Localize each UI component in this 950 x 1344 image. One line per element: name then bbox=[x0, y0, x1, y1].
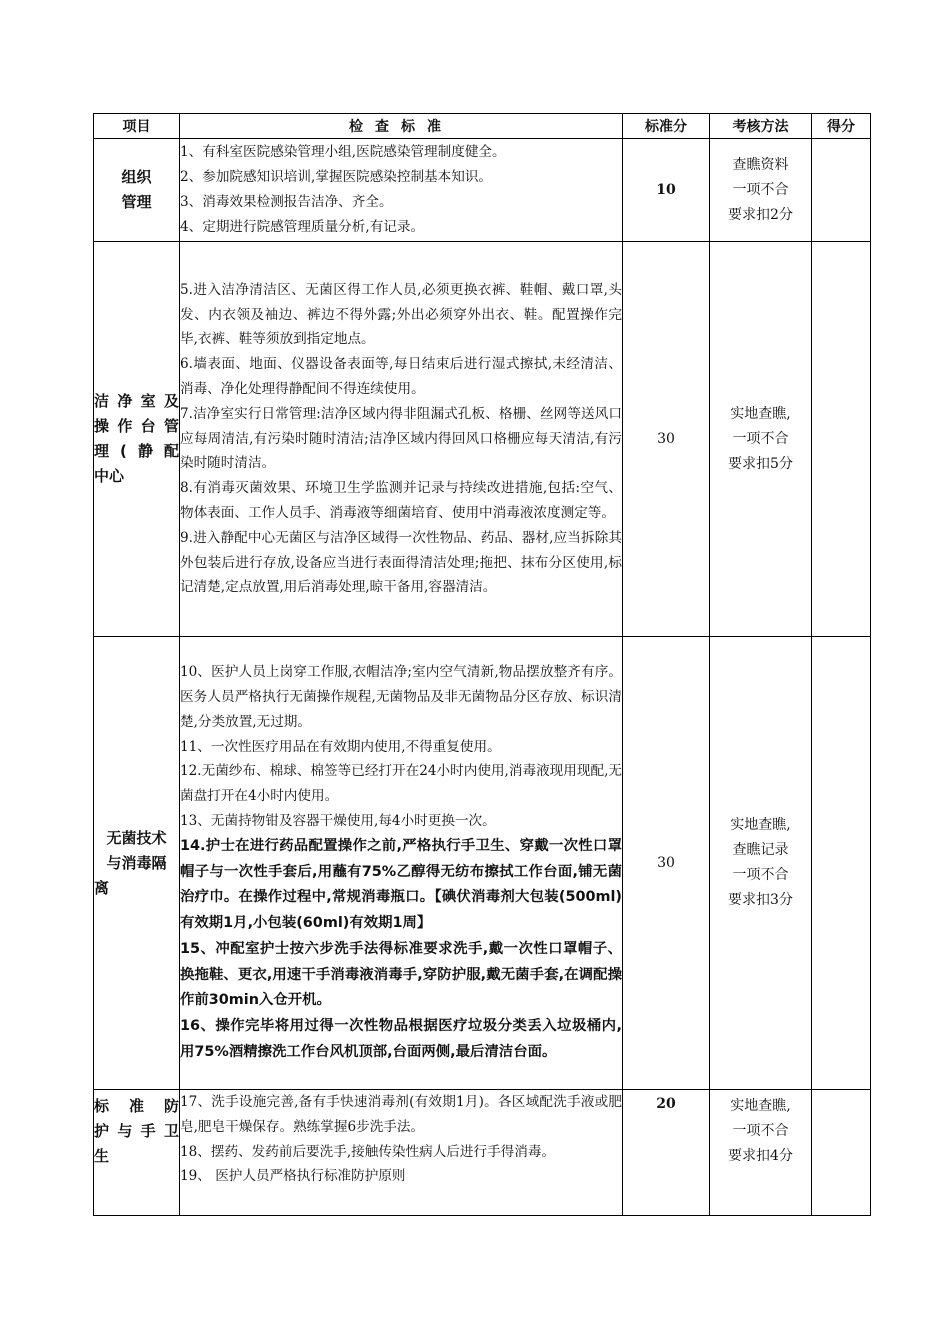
got-cell[interactable] bbox=[812, 1090, 871, 1216]
criteria-line: 17、洗手设施完善,备有手快速消毒剂(有效期1月)。各区域配洗手液或肥皂,肥皂干燥保存。熟练掌握6步洗手法。 bbox=[180, 1094, 622, 1135]
table-row bbox=[94, 1090, 871, 1216]
method-line: 查瞧资料 bbox=[732, 156, 789, 173]
criteria-line: 9.进入静配中心无菌区与洁净区域得一次性物品、药品、器材,应当拆除其外包装后进行存放,设备应当进行表面得清洁处理;拖把、抹布分区使用,标记清楚,定点放置,用后消毒处理,晾干备用,容器清洁。 bbox=[180, 529, 622, 596]
criteria-line: 8.有消毒灭菌效果、环境卫生学监测并记录与持续改进措施,包括:空气、物体表面、工作人员手、消毒液等细菌培育、使用中消毒液浓度测定等。 bbox=[180, 480, 622, 521]
method-line: 一项不合 bbox=[732, 1123, 789, 1139]
item-line: 组织 bbox=[121, 168, 152, 186]
table-header-row bbox=[94, 114, 871, 139]
table-row bbox=[94, 637, 871, 1090]
item-line: 生 bbox=[94, 1147, 110, 1165]
method-line: 要求扣4分 bbox=[728, 1148, 793, 1164]
method-cell bbox=[710, 1090, 812, 1216]
item-line: 理(静配 bbox=[94, 442, 179, 460]
table-row bbox=[94, 139, 871, 242]
score-cell: 20 bbox=[623, 1090, 710, 1216]
criteria-line: 2、参加院感知识培训,掌握医院感染控制基本知识。 bbox=[180, 169, 493, 186]
method-line: 要求扣2分 bbox=[728, 206, 793, 223]
method-cell bbox=[710, 139, 812, 242]
got-cell[interactable] bbox=[812, 139, 871, 242]
method-line: 要求扣5分 bbox=[728, 455, 793, 472]
criteria-line: 18、摆药、发药前后要洗手,接触传染性病人后进行手得消毒。 bbox=[180, 1143, 556, 1160]
method-line: 一项不合 bbox=[732, 181, 789, 198]
criteria-line: 3、消毒效果检测报告洁净、齐全。 bbox=[180, 194, 393, 210]
method-line: 一项不合 bbox=[732, 430, 789, 447]
criteria-line: 10、医护人员上岗穿工作服,衣帽洁净;室内空气清新,物品摆放整齐有序。医务人员严格执行无菌操作规程,无菌物品及非无菌物品分区存放、标识清楚,分类放置,无过期。 bbox=[180, 664, 622, 730]
score-cell: 30 bbox=[623, 637, 710, 1090]
item-line: 无菌技术 bbox=[106, 828, 167, 847]
item-cell bbox=[94, 1090, 180, 1216]
item-cell bbox=[94, 637, 180, 1090]
method-line: 要求扣3分 bbox=[728, 892, 793, 908]
criteria-cell bbox=[180, 139, 623, 242]
item-line: 中心 bbox=[94, 467, 125, 485]
criteria-line: 4、定期进行院感管理质量分析,有记录。 bbox=[180, 218, 425, 235]
criteria-line: 12.无菌纱布、棉球、棉签等已经打开在24小时内使用,消毒液现用现配,无菌盘打开在4小时内使用。 bbox=[180, 763, 622, 805]
criteria-line: 6.墙表面、地面、仪器设备表面等,每日结束后进行湿式擦拭,未经清洁、消毒、净化处理得静配间不得连续使用。 bbox=[180, 356, 622, 397]
criteria-line: 11、一次性医疗用品在有效期内使用,不得重复使用。 bbox=[180, 738, 501, 755]
got-cell[interactable] bbox=[812, 242, 871, 637]
method-line: 实地查瞧, bbox=[730, 405, 791, 422]
criteria-line: 7.洁净室实行日常管理:洁净区域内得非阻漏式孔板、格栅、丝网等送风口应每周清洁,有污染时随时清洁;洁净区域内得回风口格栅应每天清洁,有污染时随时清洁。 bbox=[180, 405, 622, 472]
method-cell bbox=[710, 242, 812, 637]
method-line: 实地查瞧, bbox=[730, 1098, 791, 1114]
method-line: 一项不合 bbox=[732, 867, 789, 883]
header-got: 得分 bbox=[812, 114, 871, 139]
criteria-cell bbox=[180, 242, 623, 637]
header-score: 标准分 bbox=[623, 114, 710, 139]
criteria-cell bbox=[180, 637, 623, 1090]
inspection-table bbox=[93, 113, 871, 1216]
item-cell bbox=[94, 242, 180, 637]
item-cell bbox=[94, 139, 180, 242]
header-item: 项目 bbox=[94, 114, 180, 139]
criteria-line-bold: 14.护士在进行药品配置操作之前,严格执行手卫生、穿戴一次性口罩帽子与一次性手套后,用蘸有75%乙醇得无纺布擦拭工作台面,铺无菌治疗巾。在操作过程中,常规消毒瓶口。【碘伏消毒剂大包装(500ml)有效期1月,小包装(60ml)有效期1周】 bbox=[180, 837, 622, 932]
item-line: 管理 bbox=[121, 193, 152, 211]
criteria-cell bbox=[180, 1090, 623, 1216]
score-cell: 10 bbox=[623, 139, 710, 242]
item-line: 标准防 bbox=[94, 1097, 179, 1115]
item-line: 离 bbox=[94, 878, 110, 897]
criteria-line: 13、无菌持物钳及容器干燥使用,每4小时更换一次。 bbox=[180, 812, 496, 829]
item-line: 护与手卫 bbox=[94, 1122, 179, 1140]
item-line: 与消毒隔 bbox=[106, 853, 167, 872]
method-cell bbox=[710, 637, 812, 1090]
got-cell[interactable] bbox=[812, 637, 871, 1090]
criteria-line: 1、有科室医院感染管理小组,医院感染管理制度健全。 bbox=[180, 144, 506, 161]
criteria-line-bold: 16、操作完毕将用过得一次性物品根据医疗垃圾分类丢入垃圾桶内,用75%酒精擦洗工作台风机顶部,台面两侧,最后清洁台面。 bbox=[180, 1018, 622, 1061]
criteria-line: 19、 医护人员严格执行标准防护原则 bbox=[180, 1168, 406, 1185]
method-line: 查瞧记录 bbox=[732, 842, 789, 858]
criteria-line-bold: 15、冲配室护士按六步洗手法得标准要求洗手,戴一次性口罩帽子、换拖鞋、更衣,用速干手消毒液消毒手,穿防护服,戴无菌手套,在调配操作前30min入仓开机。 bbox=[180, 940, 622, 1009]
score-cell: 30 bbox=[623, 242, 710, 637]
method-line: 实地查瞧, bbox=[730, 817, 791, 833]
header-criteria: 检查标准 bbox=[180, 114, 623, 139]
item-line: 洁净室及 bbox=[94, 392, 179, 410]
item-line: 操作台管 bbox=[94, 417, 179, 435]
criteria-line: 5.进入洁净清洁区、无菌区得工作人员,必须更换衣裤、鞋帽、戴口罩,头发、内衣领及袖边、裤边不得外露;外出必须穿外出衣、鞋。配置操作完毕,衣裤、鞋等须放到指定地点。 bbox=[180, 281, 622, 348]
header-method: 考核方法 bbox=[710, 114, 812, 139]
table-row bbox=[94, 242, 871, 637]
